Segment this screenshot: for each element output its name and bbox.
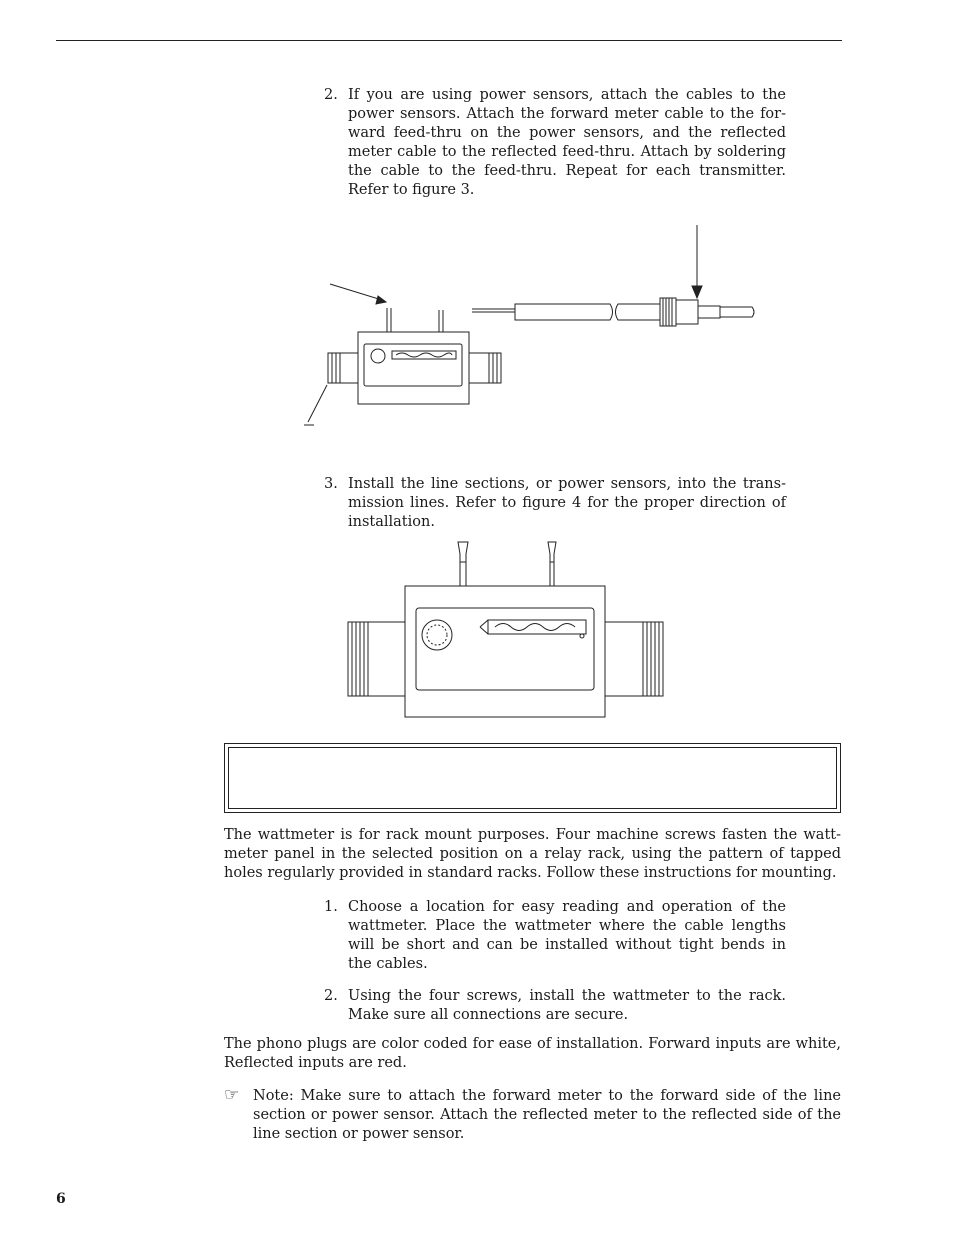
page-number: 6 [56,1191,66,1207]
step-number: 1. [324,899,338,915]
section-heading-box [224,743,841,813]
step-text: Choose a location for easy reading and operation of the wattmeter. Place the wattmeter where the cable lengths will be short and can be installed without tight bends in the cables. [348,899,786,972]
figure-4-line-section [340,538,670,723]
figure-3-power-sensor-cable [300,220,770,435]
section-heading-box-inner [228,747,837,809]
step-text: If you are using power sensors, attach the cables to the power sensors. Attach the forward meter cable to the for-ward feed-thru on the power sensors, and the reflected meter cable to the reflected feed-thru. Attach by soldering the cable to the feed-thru. Repeat for each transmitter. Refer to figure 3. [348,87,786,198]
step-number: 2. [324,988,338,1004]
header-rule [56,40,842,41]
mounting-intro: The wattmeter is for rack mount purposes. Four machine screws fasten the watt-meter panel in the selected position on a relay rack, using the pattern of tapped holes regularly provided in standard racks. Follow these instructions for mounting. [224,827,841,881]
step-install-wattmeter [324,987,786,1025]
step-text: Using the four screws, install the wattmeter to the rack. Make sure all connections are secure. [348,988,786,1023]
pointing-hand-icon: ☞ [224,1085,240,1105]
note-block [224,1087,841,1144]
phono-plugs-text: The phono plugs are color coded for ease of installation. Forward inputs are white, Reflected inputs are red. [224,1036,841,1071]
step-number: 3. [324,476,338,492]
step-number: 2. [324,87,338,103]
step-choose-location [324,898,786,974]
step-install-line-sections [324,475,786,532]
step-attach-cables [324,86,786,200]
step-text: Install the line sections, or power sensors, into the trans-mission lines. Refer to figure 4 for the proper direction of installation. [348,476,786,530]
note-text: Note: Make sure to attach the forward meter to the forward side of the line section or power sensor. Attach the reflected meter to the reflected side of the line section or power sensor. [253,1088,841,1142]
